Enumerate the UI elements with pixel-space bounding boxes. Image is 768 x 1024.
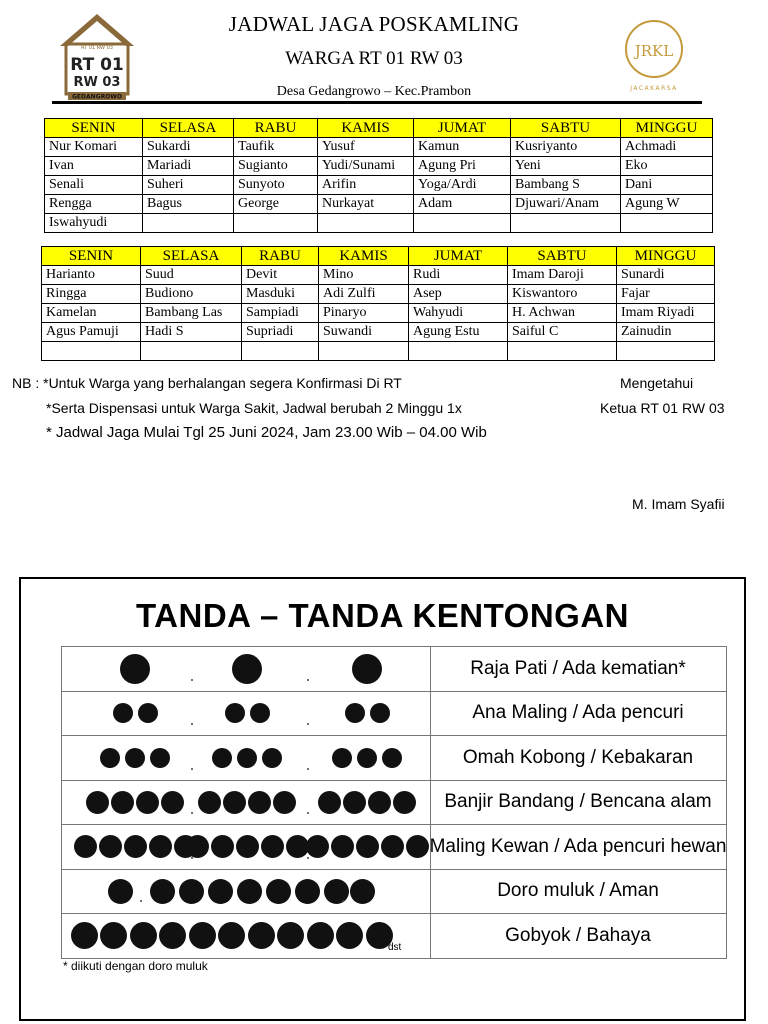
table-row	[45, 214, 713, 233]
beat-dot	[318, 791, 341, 814]
beat-separator	[307, 768, 309, 770]
logo-right-monogram: JRKL	[634, 42, 674, 60]
beat-dot	[99, 835, 122, 858]
table-cell	[42, 342, 141, 361]
beat-dot	[150, 879, 175, 904]
table-cell	[143, 214, 234, 233]
kentongan-row	[62, 825, 726, 870]
table-cell: Bambang Las	[141, 304, 242, 323]
beat-dot	[382, 748, 402, 768]
kentongan-row	[62, 914, 726, 959]
beat-dot	[336, 922, 363, 949]
table-cell: Imam Daroji	[508, 266, 617, 285]
table-cell: Sunardi	[617, 266, 715, 285]
beat-separator	[140, 900, 142, 902]
table-row	[42, 323, 715, 342]
table-cell: Yeni	[511, 157, 621, 176]
beat-dot	[225, 703, 245, 723]
beat-separator	[307, 723, 309, 725]
beat-dot	[223, 791, 246, 814]
beat-dot	[179, 879, 204, 904]
header-senin: SENIN	[42, 247, 141, 266]
table-cell: Harianto	[42, 266, 141, 285]
kentongan-panel	[19, 577, 746, 1021]
table-cell: Suud	[141, 266, 242, 285]
table-cell: Senali	[45, 176, 143, 195]
kentongan-title: TANDA – TANDA KENTONGAN	[135, 597, 630, 634]
beat-dot	[198, 791, 221, 814]
table-cell: Suheri	[143, 176, 234, 195]
table-cell: Achmadi	[621, 138, 713, 157]
table-cell: Imam Riyadi	[617, 304, 715, 323]
header-rabu: RABU	[242, 247, 319, 266]
beat-dot	[266, 879, 291, 904]
beat-dot	[332, 748, 352, 768]
header-selasa: SELASA	[141, 247, 242, 266]
beat-dot	[273, 791, 296, 814]
table-header-row	[42, 247, 715, 266]
table-cell: Taufik	[234, 138, 318, 157]
table-cell: Yusuf	[318, 138, 414, 157]
beat-dot	[232, 654, 262, 684]
beat-dot	[331, 835, 354, 858]
header-senin: SENIN	[45, 119, 143, 138]
table-row	[45, 138, 713, 157]
beat-dot	[345, 703, 365, 723]
beat-dot	[381, 835, 404, 858]
signal-pattern	[62, 825, 431, 869]
beat-dot	[356, 835, 379, 858]
table-cell: Bagus	[143, 195, 234, 214]
table-cell: Kiswantoro	[508, 285, 617, 304]
table-cell: Masduki	[242, 285, 319, 304]
header-sabtu: SABTU	[508, 247, 617, 266]
signal-pattern	[62, 914, 431, 958]
table-cell: Hadi S	[141, 323, 242, 342]
table-cell: Sunyoto	[234, 176, 318, 195]
beat-dot	[237, 879, 262, 904]
logo-left-top-text: RT 01 RW 03	[81, 45, 113, 51]
header-jumat: JUMAT	[414, 119, 511, 138]
table-cell: Kamun	[414, 138, 511, 157]
header-divider	[52, 101, 702, 104]
beat-dot	[111, 791, 134, 814]
table-row	[45, 157, 713, 176]
table-cell: Agung W	[621, 195, 713, 214]
table-cell: Budiono	[141, 285, 242, 304]
beat-dot	[159, 922, 186, 949]
header-kamis: KAMIS	[318, 119, 414, 138]
kentongan-row	[62, 781, 726, 826]
beat-dot	[149, 835, 172, 858]
header-sabtu: SABTU	[511, 119, 621, 138]
table-cell: Djuwari/Anam	[511, 195, 621, 214]
signature-name: M. Imam Syafii	[632, 496, 725, 512]
table-cell	[319, 342, 409, 361]
beat-dot	[370, 703, 390, 723]
header-rabu: RABU	[234, 119, 318, 138]
table-cell	[511, 214, 621, 233]
beat-dot	[218, 922, 245, 949]
table-cell: Nur Komari	[45, 138, 143, 157]
table-row	[42, 285, 715, 304]
signal-label: Gobyok / Bahaya	[505, 924, 651, 946]
beat-dot	[100, 748, 120, 768]
table-cell	[318, 214, 414, 233]
beat-dot	[357, 748, 377, 768]
table-cell: Adam	[414, 195, 511, 214]
beat-separator	[307, 857, 309, 859]
title-line1: JADWAL JAGA POSKAMLING	[228, 12, 520, 36]
beat-dot	[125, 748, 145, 768]
table-cell: Wahyudi	[409, 304, 508, 323]
signature-position: Ketua RT 01 RW 03	[600, 400, 725, 416]
beat-separator	[191, 679, 193, 681]
beat-dot	[130, 922, 157, 949]
signal-label: Maling Kewan / Ada pencuri hewan	[429, 835, 727, 857]
beat-dot	[307, 922, 334, 949]
logo-left-main-line1: RT 01	[70, 55, 124, 75]
table-cell	[242, 342, 319, 361]
beat-separator	[342, 900, 344, 902]
beat-dot	[108, 879, 133, 904]
logo-left-main-line2: RW 03	[73, 75, 121, 90]
header-minggu: MINGGU	[617, 247, 715, 266]
beat-dot	[248, 791, 271, 814]
header-kamis: KAMIS	[319, 247, 409, 266]
table-cell	[621, 214, 713, 233]
dst-label: dst	[388, 942, 402, 953]
note-line-3: * Jadwal Jaga Mulai Tgl 25 Juni 2024, Jam 23.00 Wib – 04.00 Wib	[46, 424, 487, 441]
table-row	[42, 266, 715, 285]
table-cell: Ringga	[42, 285, 141, 304]
table-cell: Ivan	[45, 157, 143, 176]
table-cell: Kusriyanto	[511, 138, 621, 157]
table-cell: Fajar	[617, 285, 715, 304]
beat-dot	[261, 835, 284, 858]
table-cell: Rengga	[45, 195, 143, 214]
table-cell: H. Achwan	[508, 304, 617, 323]
beat-dot	[306, 835, 329, 858]
table-cell	[141, 342, 242, 361]
signal-pattern	[62, 647, 431, 691]
beat-dot	[161, 791, 184, 814]
beat-dot	[393, 791, 416, 814]
table-cell: Suwandi	[319, 323, 409, 342]
beat-dot	[113, 703, 133, 723]
kentongan-table	[61, 646, 727, 959]
beat-separator	[191, 768, 193, 770]
table-cell: Arifin	[318, 176, 414, 195]
table-cell: Agus Pamuji	[42, 323, 141, 342]
header-minggu: MINGGU	[621, 119, 713, 138]
table-cell	[617, 342, 715, 361]
beat-dot	[248, 922, 275, 949]
signal-pattern	[62, 781, 431, 825]
table-cell: Bambang S	[511, 176, 621, 195]
kentongan-footnote: * diikuti dengan doro muluk	[63, 959, 208, 973]
beat-dot	[120, 654, 150, 684]
note-line-1: NB : *Untuk Warga yang berhalangan segera Konfirmasi Di RT	[12, 375, 402, 391]
beat-dot	[366, 922, 393, 949]
beat-dot	[324, 879, 349, 904]
table-cell: Nurkayat	[318, 195, 414, 214]
beat-dot	[186, 835, 209, 858]
table-cell: Pinaryo	[319, 304, 409, 323]
beat-dot	[136, 791, 159, 814]
table-cell	[234, 214, 318, 233]
beat-dot	[189, 922, 216, 949]
signal-label: Ana Maling / Ada pencuri	[472, 702, 684, 724]
beat-dot	[211, 835, 234, 858]
signature-label: Mengetahui	[620, 375, 694, 391]
table-cell: Yudi/Sunami	[318, 157, 414, 176]
beat-separator	[191, 723, 193, 725]
table-cell: Mino	[319, 266, 409, 285]
beat-dot	[406, 835, 429, 858]
beat-dot	[100, 922, 127, 949]
table-cell: Asep	[409, 285, 508, 304]
signal-label: Omah Kobong / Kebakaran	[462, 746, 694, 768]
beat-separator	[191, 812, 193, 814]
beat-dot	[277, 922, 304, 949]
logo-right-caption: JACAKARSA	[630, 85, 678, 92]
table-cell: Rudi	[409, 266, 508, 285]
beat-dot	[74, 835, 97, 858]
signal-pattern	[62, 736, 431, 780]
table-cell: Mariadi	[143, 157, 234, 176]
beat-dot	[236, 835, 259, 858]
beat-dot	[295, 879, 320, 904]
beat-dot	[350, 879, 375, 904]
beat-separator	[307, 679, 309, 681]
table-cell: Yoga/Ardi	[414, 176, 511, 195]
beat-dot	[150, 748, 170, 768]
jacakarsa-logo	[620, 18, 688, 94]
subtitle: Desa Gedangrowo – Kec.Prambon	[276, 84, 472, 99]
table-row	[45, 195, 713, 214]
signal-label: Raja Pati / Ada kematian*	[470, 657, 686, 679]
table-cell: Eko	[621, 157, 713, 176]
beat-dot	[208, 879, 233, 904]
table-cell	[414, 214, 511, 233]
table-cell: Sampiadi	[242, 304, 319, 323]
beat-dot	[343, 791, 366, 814]
signal-label: Banjir Bandang / Bencana alam	[444, 791, 712, 813]
logo-left-bottom-text: GEDANGROWO	[71, 93, 123, 101]
beat-dot	[262, 748, 282, 768]
signal-pattern	[62, 870, 431, 914]
beat-dot	[124, 835, 147, 858]
beat-dot	[71, 922, 98, 949]
beat-dot	[368, 791, 391, 814]
table-cell: Adi Zulfi	[319, 285, 409, 304]
table-cell	[508, 342, 617, 361]
table-cell: Iswahyudi	[45, 214, 143, 233]
table-cell: Kamelan	[42, 304, 141, 323]
table-cell: Dani	[621, 176, 713, 195]
kentongan-row	[62, 736, 726, 781]
note-line-2: *Serta Dispensasi untuk Warga Sakit, Jadwal berubah 2 Minggu 1x	[46, 400, 462, 416]
schedule-table-1	[44, 118, 713, 233]
beat-dot	[86, 791, 109, 814]
beat-dot	[212, 748, 232, 768]
table-cell: George	[234, 195, 318, 214]
table-cell: Devit	[242, 266, 319, 285]
header-jumat: JUMAT	[409, 247, 508, 266]
table-row	[42, 342, 715, 361]
beat-dot	[250, 703, 270, 723]
beat-dot	[352, 654, 382, 684]
kentongan-row	[62, 870, 726, 915]
signal-pattern	[62, 692, 431, 736]
table-cell: Supriadi	[242, 323, 319, 342]
table-cell	[409, 342, 508, 361]
table-header-row	[45, 119, 713, 138]
title-line2: WARGA RT 01 RW 03	[285, 48, 463, 69]
header-selasa: SELASA	[143, 119, 234, 138]
signal-label: Doro muluk / Aman	[497, 880, 659, 902]
schedule-table-2	[41, 246, 715, 361]
table-row	[42, 304, 715, 323]
table-cell: Agung Estu	[409, 323, 508, 342]
beat-dot	[237, 748, 257, 768]
table-cell: Agung Pri	[414, 157, 511, 176]
table-row	[45, 176, 713, 195]
kentongan-row	[62, 692, 726, 737]
table-cell: Sugianto	[234, 157, 318, 176]
table-cell: Saiful C	[508, 323, 617, 342]
table-cell: Sukardi	[143, 138, 234, 157]
kentongan-row	[62, 647, 726, 692]
table-cell: Zainudin	[617, 323, 715, 342]
beat-separator	[307, 812, 309, 814]
beat-dot	[138, 703, 158, 723]
